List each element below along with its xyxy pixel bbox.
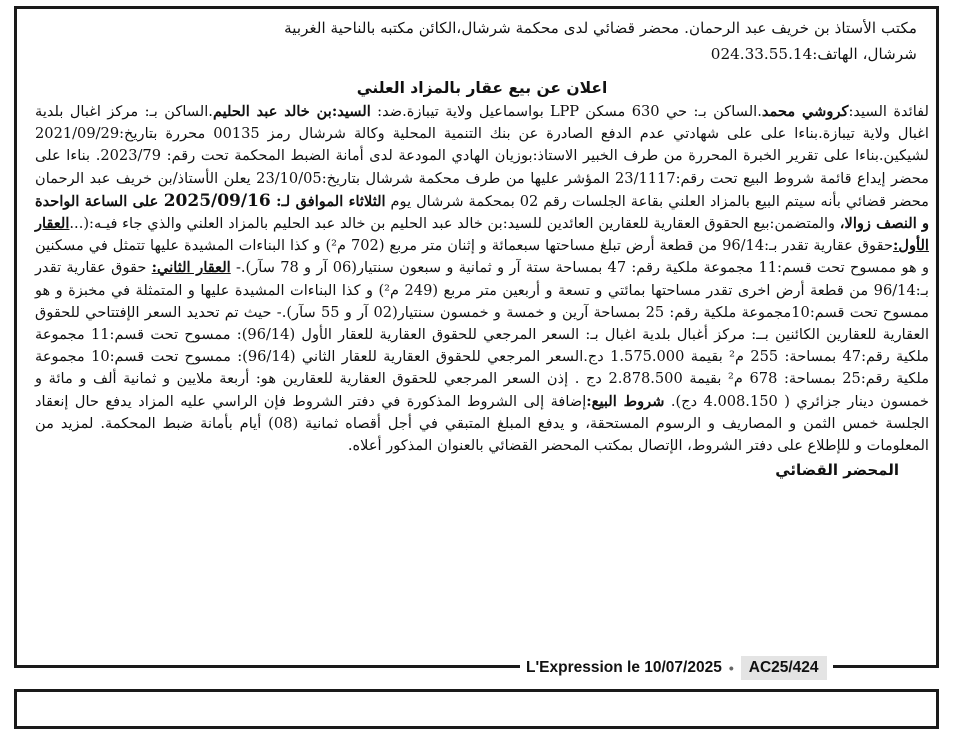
body-debtor-details: .الساكن بـ: مركز اغبال بلدية اغبال ولاية تيبازة.بناءا على على شهادتي عدم الدفع الصادرة عن بنك التنمية المحلية وكالة شرشال رمز 00135 محررة بتاريخ:2021/09/29 لشيكين.بناءا على تقرير الخبرة المحررة من طرف الخبير الاستاذ:بوزيان الهادي المودعة لدى أمانة الضبط المحكمة تحت رقم: 2023/79. بناءا على محضر إيداع قائمة شروط البيع تحت رقم:23/1117 المؤشر عليها من طرف محكمة شرشال بتاريخ:23/10/05 يعلن الأستاذ/بن خريف عبد الرحمان محضر قضائي بأنه سيتم البيع بالمزاد العلني بقاعة الجلسات رقم 02 بمحكمة شرشال يوم xyxy=(35,103,930,210)
body-debtor-name: السيد:بن خالد عبد الحليم xyxy=(212,103,371,120)
body-beneficiary-name: كروشي محمد xyxy=(761,103,849,120)
body-conditions-text: إضافة إلى الشروط المذكورة في دفتر الشروط فإن الراسي عليه المزاد يدفع حال إنعقاد الجلسة خمس الثمن و المصاريف و الرسوم المستحقة، و يدفع المبلغ المتبقي في أجل أقصاه ثمانية (08) أيام بأمانة ضبط المحكمة. لمزيد من المعلومات و للإطلاع على دفتر الشروط، الإتصال بمكتب المحضر القضائي بالعنوان المذكور أعلاه. xyxy=(35,392,929,455)
body-sale-time: على الساعة الواحدة و النصف زوالا، xyxy=(35,192,929,233)
footer-separator: • xyxy=(728,660,734,676)
notice-title: اعلان عن بيع عقار بالمزاد العلني xyxy=(356,79,608,97)
address-line: شرشال، الهاتف:024.33.55.14 xyxy=(710,45,917,63)
body-property-one-label: العقار الأول: xyxy=(35,215,929,255)
body-property-one-details: حقوق عقارية تقدر بـ:96/14 من قطعة أرض تبلغ مساحتها سبعمائة و إثنان متر مربع (702 م²) و كذا البناءات المشيدة عليها تتمثل في مسكنين و هو ممسوح تحت قسم:11 مجموعة ملكية رقم: 47 بمساحة ستة آر و ثمانية و سبعون سنتيار(06 آر و 78 سآر).- xyxy=(35,237,929,277)
next-notice-frame xyxy=(14,689,939,729)
publication-reference: AC25/424 xyxy=(741,656,827,680)
body-conditions-label: شروط البيع: xyxy=(586,392,665,410)
body-beneficiary-address: .الساكن بـ: حي 630 مسكن LPP بواسماعيل ولاية تيبازة.ضد: xyxy=(370,103,762,120)
notice-body xyxy=(35,101,929,457)
legal-notice-content xyxy=(35,15,929,481)
body-property-two-details: حقوق عقارية تقدر بـ:96/14 من قطعة أرض اخرى تقدر مساحتها بمائتي و تسعة و أربعين متر مربع (249 م²) و كذا البناءات المشيدة عليها و المتمثلة في مخبزة و هو ممسوح تحت قسم:10مجموعة ملكية رقم: 25 بمساحة آرين و خمسة و خمسون سنتيار(02 آر و 55 سآر).- حيث تم تحديد السعر الإفتتاحي للحقوق العقارية للعقارين الكائنين بــ: مركز أغبال بلدية اغبال بـ: السعر المرجعي للحقوق العقارية للعقار الأول (96/14): ممسوح تحت قسم:11 مجموعة ملكية رقم:47 بمساحة: 255 م² بقيمة 1.575.000 دج.السعر المرجعي للحقوق العقارية للعقار الثاني (96/14): ممسوح تحت قسم:10 مجموعة ملكية رقم:25 بمساحة: 678 م² بقيمة 2.878.500 دج . إذن السعر المرجعي للحقوق العقارية للعقارين هو: أربعة ملايين و ثمانية ألف و مائة و خمسون دينار جزائري ( 4.008.150 دج). xyxy=(35,259,930,410)
body-property-two-label: العقار الثاني: xyxy=(151,259,231,277)
body-sale-object: والمتضمن:بيع الحقوق العقارية للعقارين العائدين للسيد:بن خالد عبد الحليم بن خالد عبد الحليم بالمزاد العلني والذي جاء فيـه:(... xyxy=(69,215,840,233)
legal-notice-frame xyxy=(14,6,939,668)
publication-name-date: L'Expression le 10/07/2025 xyxy=(526,659,722,676)
body-sale-date: 2025/09/16 xyxy=(163,190,271,211)
signature: المحضر القضائي xyxy=(775,461,899,480)
body-sale-day: الثلاثاء الموافق لـ: xyxy=(270,192,386,210)
office-line: مكتب الأستاذ بن خريف عبد الرحمان. محضر قضائي لدى محكمة شرشال،الكائن مكتبه بالناحية الغربية xyxy=(284,19,917,37)
publication-footer xyxy=(520,655,833,681)
body-beneficiary-label: لفائدة السيد: xyxy=(848,103,929,120)
